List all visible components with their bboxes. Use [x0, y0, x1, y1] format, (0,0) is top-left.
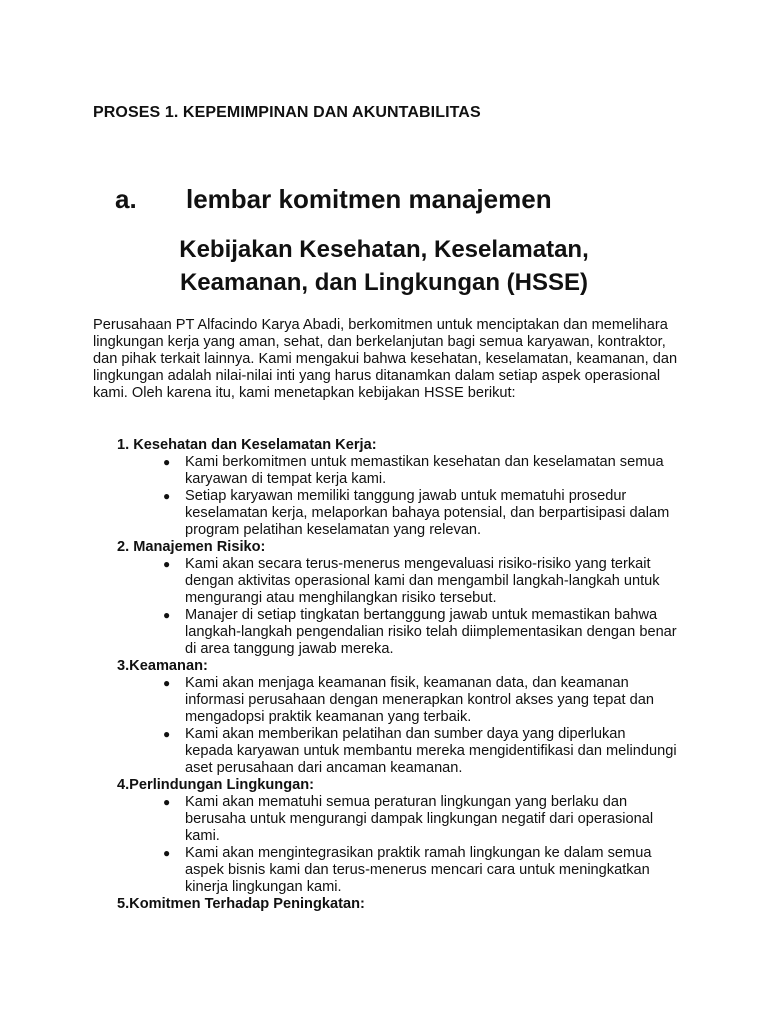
bullet-list [117, 454, 677, 539]
bullet-text: Manajer di setiap tingkatan bertanggung jawab untuk memastikan bahwa langkah-langkah pengendalian risiko telah diimplementasikan dengan benar di area tanggung jawab mereka. [185, 607, 677, 657]
policy-section [117, 896, 677, 913]
policy-section-label: 5.Komitmen Terhadap Peningkatan: [117, 896, 365, 912]
bullet-dot-icon: ● [163, 676, 171, 690]
bullet-text: Kami akan secara terus-menerus mengevaluasi risiko-risiko yang terkait dengan aktivitas operasional kami dan mengambil langkah-langkah untuk mengurangi atau menghilangkan risiko tersebut. [185, 556, 660, 606]
section-letter: a. [115, 184, 137, 214]
list-item [117, 488, 677, 539]
policy-sections-list [117, 437, 677, 913]
policy-title [93, 233, 675, 299]
policy-section [117, 539, 677, 658]
list-item [117, 454, 677, 488]
policy-section [117, 437, 677, 539]
policy-section-label: 3.Keamanan: [117, 658, 208, 674]
section-heading [115, 184, 552, 215]
list-item [117, 726, 677, 777]
proses-title: PROSES 1. KEPEMIMPINAN DAN AKUNTABILITAS [93, 104, 481, 121]
policy-title-line: Keamanan, dan Lingkungan (HSSE) [179, 269, 589, 296]
policy-section [117, 658, 677, 777]
bullet-text: Kami akan mematuhi semua peraturan lingkungan yang berlaku dan berusaha untuk mengurangi dampak lingkungan negatif dari operasional kami. [185, 794, 654, 844]
bullet-list [117, 556, 677, 658]
bullet-text: Setiap karyawan memiliki tanggung jawab untuk mematuhi prosedur keselamatan kerja, melaporkan bahaya potensial, dan berpartisipasi dalam program pelatihan keselamatan yang relevan. [185, 488, 670, 538]
intro-paragraph: Perusahaan PT Alfacindo Karya Abadi, berkomitmen untuk menciptakan dan memelihara lingkungan kerja yang aman, sehat, dan berkelanjutan bagi semua karyawan, kontraktor, dan pihak terkait lainnya. Kami mengakui bahwa kesehatan, keselamatan, keamanan, dan lingkungan adalah nilai-nilai inti yang harus ditanamkan dalam setiap aspek operasional kami. Oleh karena itu, kami menetapkan kebijakan HSSE berikut: [93, 317, 678, 401]
policy-section-label: 1. Kesehatan dan Keselamatan Kerja: [117, 437, 377, 453]
bullet-list [117, 794, 677, 896]
bullet-dot-icon: ● [163, 846, 171, 860]
bullet-text: Kami akan memberikan pelatihan dan sumber daya yang diperlukan kepada karyawan untuk membantu mereka mengidentifikasi dan melindungi aset perusahaan dari ancaman keamanan. [185, 726, 677, 776]
section-heading-text: lembar komitmen manajemen [186, 184, 552, 214]
bullet-list [117, 675, 677, 777]
policy-section [117, 777, 677, 896]
list-item [117, 675, 677, 726]
bullet-dot-icon: ● [163, 727, 171, 741]
bullet-text: Kami akan menjaga keamanan fisik, keamanan data, dan keamanan informasi perusahaan dengan menerapkan kontrol akses yang tepat dan mengadopsi praktik keamanan yang terbaik. [185, 675, 654, 725]
bullet-dot-icon: ● [163, 455, 171, 469]
list-item [117, 794, 677, 845]
list-item [117, 556, 677, 607]
bullet-text: Kami akan mengintegrasikan praktik ramah lingkungan ke dalam semua aspek bisnis kami dan terus-menerus mencari cara untuk meningkatkan kinerja lingkungan kami. [185, 845, 652, 895]
policy-section-label: 4.Perlindungan Lingkungan: [117, 777, 315, 793]
list-item [117, 845, 677, 896]
policy-title-line: Kebijakan Kesehatan, Keselamatan, [179, 236, 589, 263]
bullet-dot-icon: ● [163, 557, 171, 571]
bullet-dot-icon: ● [163, 489, 171, 503]
bullet-text: Kami berkomitmen untuk memastikan kesehatan dan keselamatan semua karyawan di tempat kerja kami. [185, 454, 664, 487]
policy-section-label: 2. Manajemen Risiko: [117, 539, 266, 555]
bullet-dot-icon: ● [163, 608, 171, 622]
bullet-dot-icon: ● [163, 795, 171, 809]
list-item [117, 607, 677, 658]
